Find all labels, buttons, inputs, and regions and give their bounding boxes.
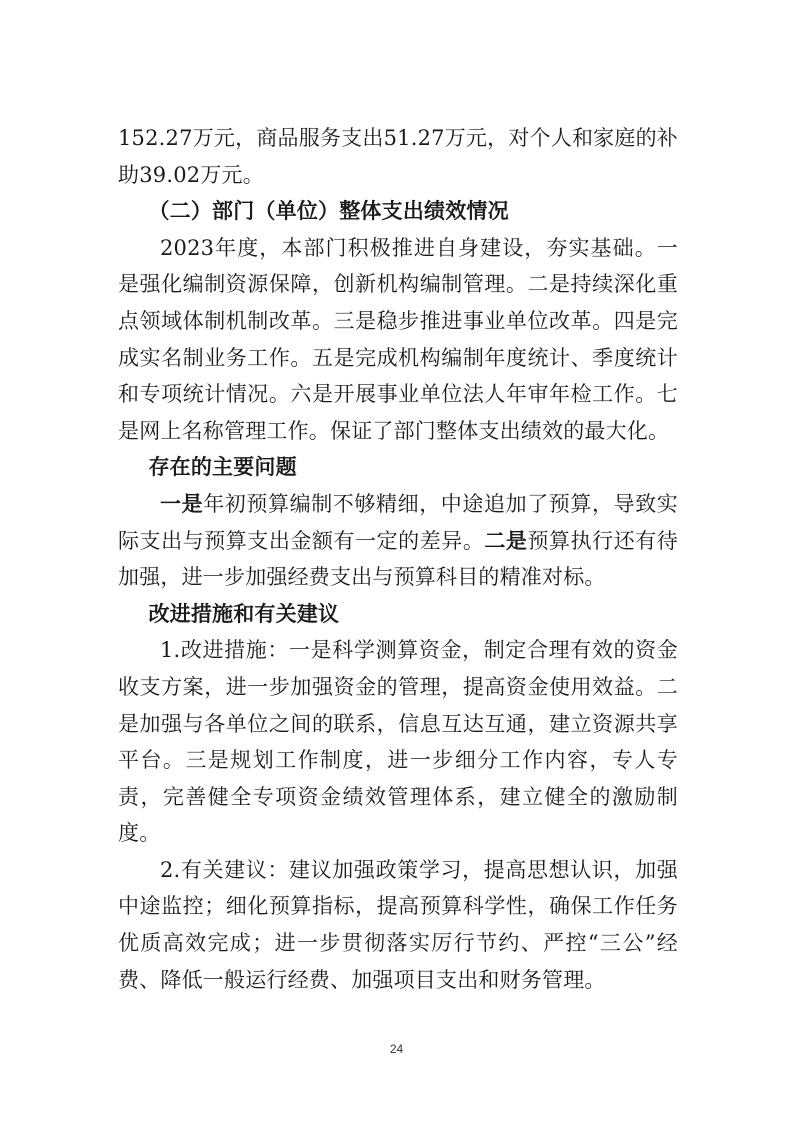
page-number: 24 [389,1042,404,1056]
paragraph-suggestions: 2.有关建议：建议加强政策学习，提高思想认识，加强中途监控；细化预算指标，提高预算科学性，确保工作任务优质高效完成；进一步贯彻落实厉行节约、严控“三公”经费、降低一般运行经费、加强项目支出和财务管理。 [118,857,678,992]
problem-text-2: 预算执行还有待加强，进一步加强经费支出与预算科目的精准对标。 [118,528,678,590]
paragraph-performance-summary: 2023年度，本部门积极推进自身建设，夯实基础。一是强化编制资源保障，创新机构编制管理。二是持续深化重点领域体制机制改革。三是稳步推进事业单位改革。四是完成实名制业务工作。五是完成机构编制年度统计、季度统计和专项统计情况。六是开展事业单位法人年审年检工作。七是网上名称管理工作。保证了部门整体支出绩效的最大化。 [118,235,678,443]
page-body [118,120,678,998]
section-heading-overall-performance: （二）部门（单位）整体支出绩效情况 [148,199,509,224]
paragraph-improvement-measures: 1.改进措施：一是科学测算资金，制定合理有效的资金收支方案，进一步加强资金的管理，提高资金使用效益。二是加强与各单位之间的联系，信息互达互通，建立资源共享平台。三是规划工作制度，进一步细分工作内容，专人专责，完善健全专项资金绩效管理体系，建立健全的激励制度。 [118,638,678,846]
problem-text-1: 年初预算编制不够精细，中途追加了预算，导致实际支出与预算支出金额有一定的差异。 [118,491,678,553]
problem-lead-1: 一是 [160,491,204,516]
paragraph-main-problems [118,486,678,596]
problem-lead-2: 二是 [484,528,528,553]
heading-improvement-measures: 改进措施和有关建议 [148,601,340,626]
heading-main-problems: 存在的主要问题 [148,455,297,480]
paragraph-expenditure-continuation: 152.27万元，商品服务支出51.27万元，对个人和家庭的补助39.02万元。 [118,126,678,187]
